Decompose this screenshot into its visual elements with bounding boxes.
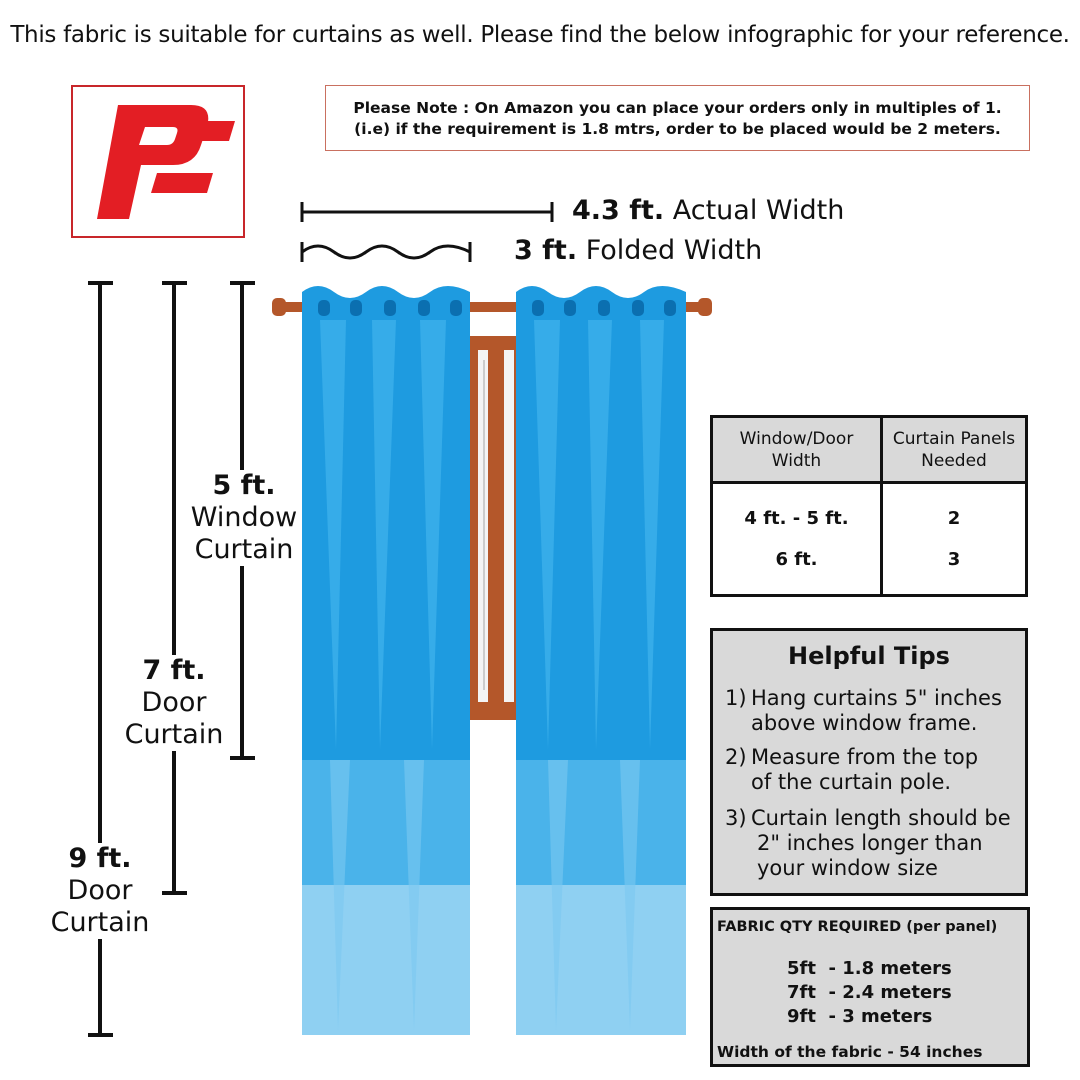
right-curtain-panel [516, 286, 686, 1035]
tip-item [725, 745, 1025, 795]
tip-line: Curtain length should be [751, 806, 1011, 830]
actual-width-label [572, 195, 844, 226]
height-line-1: Door [141, 687, 207, 718]
row-width: 4 ft. - 5 ft. [712, 483, 882, 540]
tip-line: of the curtain pole. [751, 770, 952, 794]
tip-line: 2" inches longer than [757, 831, 983, 855]
headline: This fabric is suitable for curtains as well. Please find the below infographic for your reference. [10, 22, 1070, 48]
height-line-1: Door [67, 875, 133, 906]
row-panels: 3 [882, 539, 1027, 596]
fabric-qty-heading [717, 919, 997, 935]
fabric-qty-heading-note: (per panel) [906, 919, 998, 935]
height-value: 9 ft. [68, 843, 132, 874]
helpful-tips-box [710, 628, 1028, 896]
tip-number: 2) [725, 745, 747, 769]
tip-item [725, 686, 1025, 736]
height-value: 7 ft. [142, 655, 206, 686]
height-label-5ft [186, 470, 302, 566]
tip-line: above window frame. [751, 711, 978, 735]
fabric-width-note: Width of the fabric - 54 inches [717, 1043, 983, 1061]
header-panels-needed: Curtain Panels Needed [882, 417, 1027, 483]
left-curtain-panel [302, 286, 470, 1035]
fabric-qty-line: 9ft - 3 meters [787, 1006, 933, 1027]
height-label-7ft [118, 655, 230, 751]
note-line-1: Please Note : On Amazon you can place your orders only in multiples of 1. [353, 99, 1002, 117]
folded-width-value: 3 ft. [514, 235, 578, 266]
height-line-2: Curtain [124, 719, 224, 750]
fabric-qty-heading-bold: FABRIC QTY REQUIRED [717, 919, 902, 935]
tip-item [725, 806, 1025, 881]
actual-width-value: 4.3 ft. [572, 195, 665, 226]
tip-line: Measure from the top [751, 745, 979, 769]
folded-width-label [514, 235, 762, 266]
fabric-qty-line: 7ft - 2.4 meters [787, 982, 952, 1003]
fabric-qty-line: 5ft - 1.8 meters [787, 958, 952, 979]
folded-width-ruler [302, 242, 470, 262]
window-frame [470, 336, 522, 720]
tip-number: 3) [725, 806, 747, 830]
tips-title: Helpful Tips [788, 642, 950, 670]
table-row [712, 539, 1027, 596]
row-width: 6 ft. [712, 539, 882, 596]
fabric-qty-box [710, 907, 1030, 1067]
curtain-panels-table [710, 415, 1028, 597]
tip-line: your window size [757, 856, 938, 880]
height-line-2: Curtain [194, 534, 294, 565]
height-label-9ft [46, 843, 154, 939]
actual-width-text: Actual Width [672, 195, 845, 226]
height-line-2: Curtain [50, 907, 150, 938]
tip-line: Hang curtains 5" inches [751, 686, 1002, 710]
header-window-width: Window/Door Width [712, 417, 882, 483]
actual-width-ruler [302, 202, 552, 222]
height-value: 5 ft. [212, 470, 276, 501]
table-row [712, 483, 1027, 540]
row-panels: 2 [882, 483, 1027, 540]
height-ruler-7ft [162, 283, 187, 893]
table-header-row [712, 417, 1027, 483]
note-line-2: (i.e) if the requirement is 1.8 mtrs, order to be placed would be 2 meters. [354, 120, 1001, 138]
folded-width-text: Folded Width [585, 235, 763, 266]
height-line-1: Window [190, 502, 298, 533]
tip-number: 1) [725, 686, 747, 710]
